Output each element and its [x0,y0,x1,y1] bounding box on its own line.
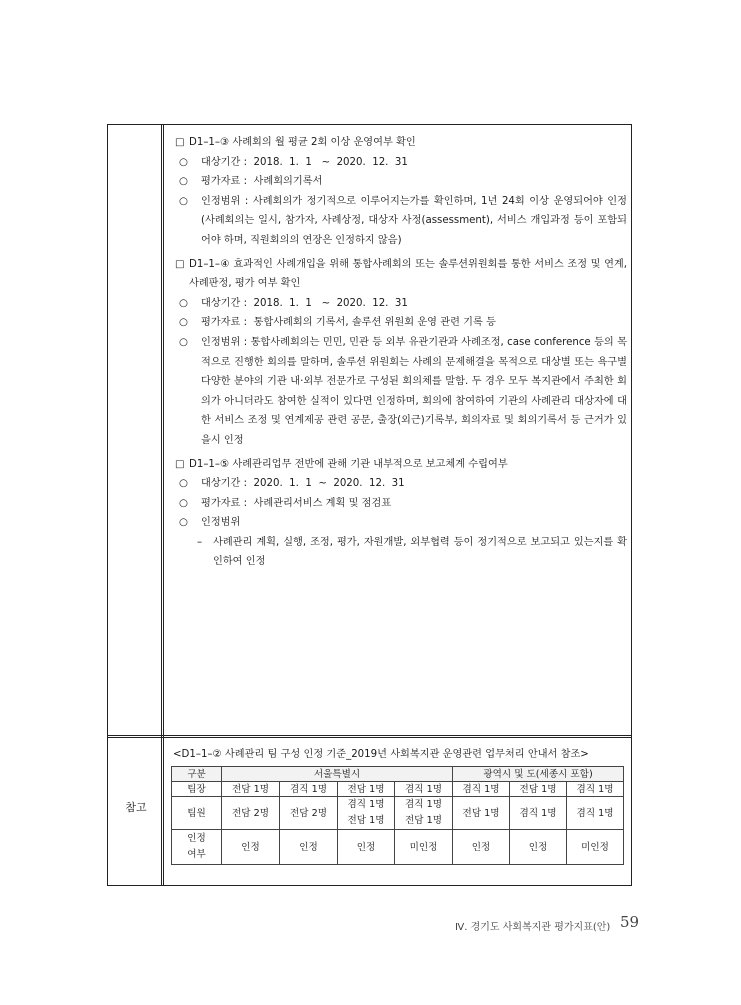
scope-text: 인정범위 : 통합사례회의는 민민, 민관 등 외부 유관기관과 사례조정, case conference 등의 목적으로 진행한 회의를 말하며, 솔루션 위원회는 사례의 문제해결을 목적으로 대상별 또는 욕구별 다양한 분야의 기관 내·외부 전문가로 구성된 회의체를 말함. 두 경우 모두 복지관에서 주최한 회의가 아니더라도 참여한 실적이 있다면 인정하며, 회의에 참여하여 기관의 사례관리 대상자에 대한 서비스 조정 및 연계제공 관련 공문, 출장(외근)기록부, 회의자료 및 회의기록서 등 근거가 있을시 인정 [201,336,627,446]
table-cell: 겸직 1명 [567,797,624,830]
circle-bullet-icon: ○ [179,317,188,329]
criteria-item-2 [175,255,627,451]
table-row [172,830,624,865]
material-label: 평가자료 : [201,497,248,509]
material-value: 사례관리서비스 계획 및 점검표 [253,497,392,509]
footer-title: Ⅳ. 경기도 사회복지관 평가지표(안) [455,922,611,933]
table-cell: 겸직 1명 [453,782,510,797]
cell-line: 겸직 1명 [405,799,442,810]
table-cell: 인정 [510,830,567,865]
evaluation-table-frame [107,124,632,886]
table-row [172,782,624,797]
period-value: 2018. 1. 1 ~ 2020. 12. 31 [253,156,408,168]
period-label: 대상기간 : [201,156,248,168]
table-cell: 전담 1명 [453,797,510,830]
criteria-item-3 [175,455,627,573]
row-label: 팀장 [172,782,222,797]
header-seoul: 서울특별시 [222,767,453,782]
reference-caption: <D1–1–② 사례관리 팀 구성 인정 기준_2019년 사회복지관 운영관련 업무처리 안내서 참조> [173,749,589,760]
period-label: 대상기간 : [201,478,248,490]
material-value: 사례회의기록서 [253,176,323,188]
circle-bullet-icon: ○ [179,517,188,529]
circle-bullet-icon: ○ [179,176,188,188]
period-value: 2018. 1. 1 ~ 2020. 12. 31 [253,297,408,309]
table-cell: 겸직 1명 [395,782,453,797]
item-title: D1–1–③ 사례회의 월 평균 2회 이상 운영여부 확인 [189,137,416,148]
table-cell: 인정 [453,830,510,865]
table-row [172,797,624,830]
table-cell [338,797,395,830]
material-label: 평가자료 : [201,317,248,329]
table-cell: 인정 [338,830,395,865]
period-label: 대상기간 : [201,297,248,309]
circle-bullet-icon: ○ [179,336,188,348]
section-divider [108,735,631,738]
table-cell: 겸직 1명 [567,782,624,797]
header-metro: 광역시 및 도(세종시 포함) [453,767,624,782]
page-number: 59 [620,913,640,931]
scope-sub-text: 사례관리 계획, 실행, 조정, 평가, 자원개발, 외부협력 등이 정기적으로 보고되고 있는지를 확인하여 인정 [213,536,627,568]
checkbox-square-icon: □ [175,458,185,470]
period-value: 2020. 1. 1 ~ 2020. 12. 31 [253,478,405,490]
circle-bullet-icon: ○ [179,297,188,309]
criteria-content [175,133,627,576]
item-title: D1–1–④ 효과적인 사례개입을 위해 통합사례회의 또는 솔루션위원회를 통한 서비스 조정 및 연계, 사례판정, 평가 여부 확인 [189,258,627,290]
reference-area [171,747,623,865]
table-cell: 전담 2명 [280,797,338,830]
row-label: 팀원 [172,797,222,830]
table-cell: 인정 [222,830,280,865]
cell-line: 겸직 1명 [347,799,385,810]
table-cell: 전담 1명 [222,782,280,797]
team-criteria-table [171,766,624,865]
table-cell: 겸직 1명 [510,797,567,830]
table-cell: 인정 [280,830,338,865]
cell-line: 전담 1명 [405,815,442,826]
table-cell: 미인정 [567,830,624,865]
cell-line: 여부 [187,849,206,860]
circle-bullet-icon: ○ [179,497,188,509]
table-cell: 전담 1명 [510,782,567,797]
table-cell [395,797,453,830]
scope-text: 인정범위 : 사례회의가 정기적으로 이루어지는가를 확인하며, 1년 24회 이상 운영되어야 인정(사례회의는 일시, 참가자, 사례상정, 대상자 사정(assessment), 서비스 개입과정 등이 포함되어야 하며, 직원회의의 연장은 인정하지 않음) [201,195,627,246]
row-label [172,830,222,865]
circle-bullet-icon: ○ [179,156,188,168]
table-cell: 전담 2명 [222,797,280,830]
dash-bullet-icon: – [197,536,203,548]
criteria-item-1 [175,133,627,251]
reference-label: 참고 [125,801,147,814]
cell-line: 전담 1명 [347,815,385,826]
checkbox-square-icon: □ [175,258,185,270]
checkbox-square-icon: □ [175,137,185,148]
circle-bullet-icon: ○ [179,195,188,207]
table-cell: 겸직 1명 [280,782,338,797]
header-category: 구분 [172,767,222,782]
left-label-column [108,125,164,885]
table-cell: 미인정 [395,830,453,865]
table-cell: 전담 1명 [338,782,395,797]
table-header-row [172,767,624,782]
cell-line: 인정 [187,833,206,844]
item-title: D1–1–⑤ 사례관리업무 전반에 관해 기관 내부적으로 보고체계 수립여부 [189,458,508,470]
scope-text: 인정범위 [201,517,241,529]
material-label: 평가자료 : [201,176,248,188]
material-value: 통합사례회의 기록서, 솔루션 위원회 운영 관련 기록 등 [253,317,496,329]
circle-bullet-icon: ○ [179,478,188,490]
